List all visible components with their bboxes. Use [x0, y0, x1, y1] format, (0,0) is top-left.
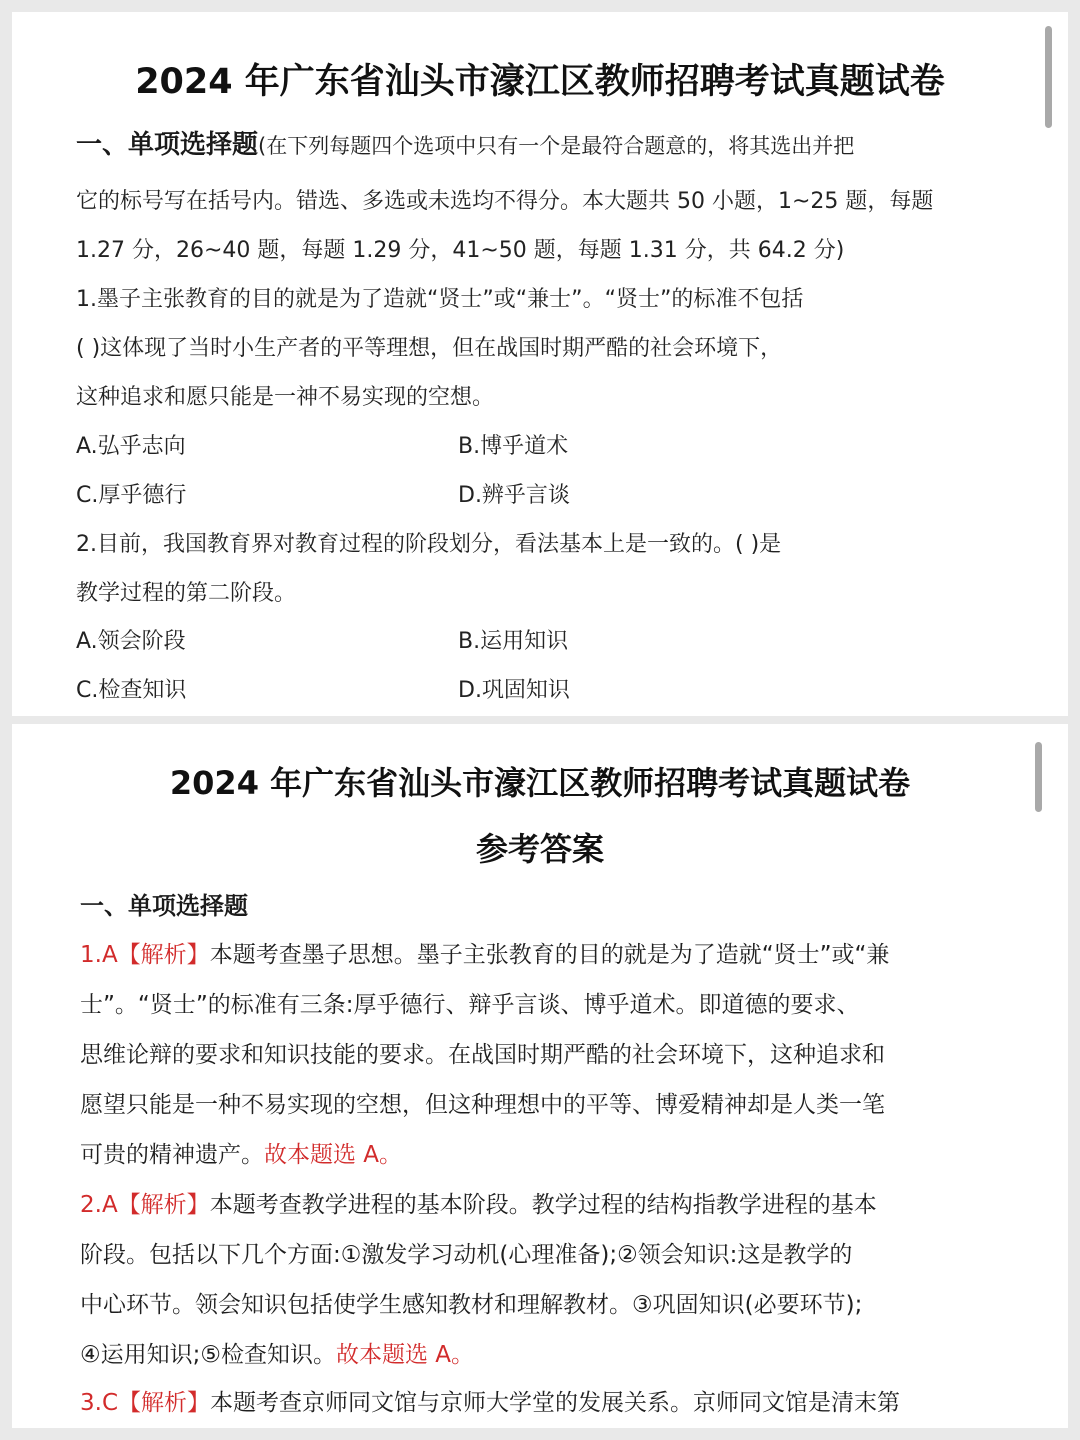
q1-option-b: B.博乎道术 [458, 434, 569, 459]
answer-1-conclusion: 故本题选 A。 [264, 1142, 403, 1168]
answer-2-text-end: ④运用知识;⑤检查知识。 [80, 1342, 336, 1368]
answer-subtitle: 参考答案 [475, 830, 604, 868]
section-note-line-1: (在下列每题四个选项中只有一个是最符合题意的，将其选出并把 [258, 134, 855, 158]
q2-option-a: A.领会阶段 [76, 629, 186, 654]
answer-3-text: 本题考查京师同文馆与京师大学堂的发展关系。京师同文馆是清末第 [210, 1390, 901, 1416]
answer-1-line-3: 思维论辩的要求和知识技能的要求。在战国时期严酷的社会环境下，这种追求和 [80, 1042, 885, 1068]
answer-2-line-1 [80, 1186, 877, 1219]
answer-3-label: 3.C【解析】 [80, 1390, 211, 1416]
exam-page [12, 12, 1068, 716]
answer-1-text: 本题考查墨子思想。墨子主张教育的目的就是为了造就“贤士”或“兼 [209, 942, 890, 968]
answer-2-conclusion: 故本题选 A。 [336, 1342, 475, 1368]
answer-page [12, 724, 1068, 1428]
question-1-line-3: 这种追求和愿只能是一神不易实现的空想。 [76, 385, 495, 410]
answer-3-line-1 [80, 1384, 900, 1417]
section-note-line-2: 它的标号写在括号内。错选、多选或未选均不得分。本大题共 50 小题，1~25 题，每题 [76, 189, 934, 214]
question-1-line-1: 1.墨子主张教育的目的就是为了造就“贤士”或“兼士”。“贤士”的标准不包括 [76, 287, 804, 312]
answer-1-line-5 [80, 1136, 402, 1169]
answer-title: 2024 年广东省汕头市濠江区教师招聘考试真题试卷 [169, 764, 911, 802]
question-2-line-2: 教学过程的第二阶段。 [76, 581, 297, 606]
answer-1-label: 1.A【解析】 [80, 942, 210, 968]
answer-2-line-2: 阶段。包括以下几个方面:①激发学习动机(心理准备);②领会知识:这是教学的 [80, 1242, 853, 1268]
q2-option-b: B.运用知识 [458, 629, 569, 654]
question-1-line-2: ( )这体现了当时小生产者的平等理想，但在战国时期严酷的社会环境下， [76, 336, 783, 361]
answer-1-line-4: 愿望只能是一种不易实现的空想，但这种理想中的平等、博爱精神却是人类一笔 [80, 1092, 885, 1118]
q1-option-c: C.厚乎德行 [76, 483, 187, 508]
answer-2-text: 本题考查教学进程的基本阶段。教学过程的结构指教学进程的基本 [209, 1192, 877, 1218]
q2-option-c: C.检查知识 [76, 678, 187, 703]
answer-1-line-1 [80, 936, 889, 969]
answer-1-text-end: 可贵的精神遗产。 [80, 1142, 264, 1168]
answer-2-line-3: 中心环节。领会知识包括使学生感知教材和理解教材。③巩固知识(必要环节); [80, 1292, 863, 1318]
answer-1-line-2: 士”。“贤士”的标准有三条:厚乎德行、辩乎言谈、博乎道术。即道德的要求、 [80, 992, 860, 1018]
exam-title: 2024 年广东省汕头市濠江区教师招聘考试真题试卷 [135, 62, 945, 102]
answer-2-line-4 [80, 1336, 474, 1369]
q2-option-d: D.巩固知识 [458, 678, 570, 703]
answer-2-label: 2.A【解析】 [80, 1192, 210, 1218]
answer-section-heading: 一、单项选择题 [80, 892, 248, 920]
q1-option-a: A.弘乎志向 [76, 434, 186, 459]
section-note-line-3: 1.27 分，26~40 题，每题 1.29 分，41~50 题，每题 1.31 分，共 64.2 分) [76, 238, 845, 263]
exam-section-heading [76, 124, 966, 161]
q1-option-d: D.辨乎言谈 [458, 483, 570, 508]
section-heading-text: 一、单项选择题 [76, 130, 259, 160]
question-2-line-1: 2.目前，我国教育界对教育过程的阶段划分，看法基本上是一致的。( )是 [76, 532, 782, 557]
